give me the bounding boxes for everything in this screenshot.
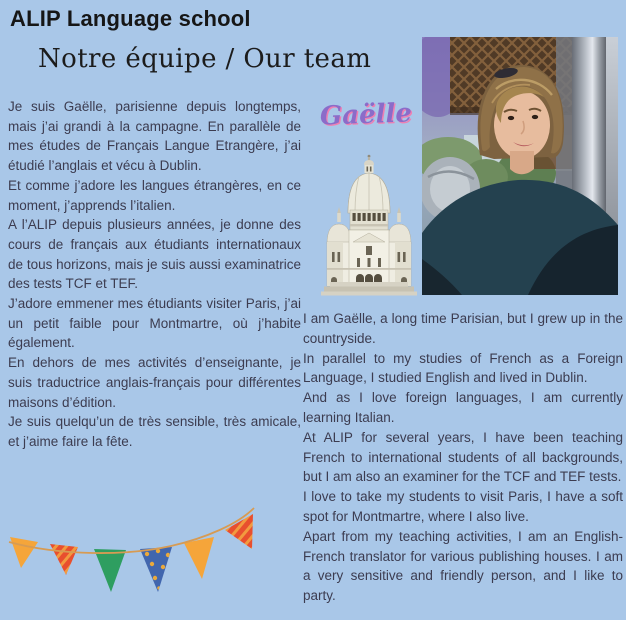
english-bio (303, 309, 623, 606)
french-bio-paragraph: A l’ALIP depuis plusieurs années, je donne des cours de français aux étudiants internationaux de tous horizons, mais je suis aussi examinatrice des tests TCF et TEF. (8, 217, 301, 292)
sacre-coeur-illustration (319, 154, 419, 297)
french-bio-paragraph: Je suis quelqu’un de très sensible, très amicale, et j’aime faire la fête. (8, 414, 301, 449)
party-bunting-illustration (6, 504, 258, 596)
page-title: ALIP Language school (10, 6, 251, 31)
section-title: Notre équipe / Our team (38, 44, 372, 74)
english-bio-paragraph: And as I love foreign languages, I am currently learning Italian. (303, 390, 623, 425)
french-bio-paragraph: Je suis Gaëlle, parisienne depuis longtemps, mais j’ai grandi à la campagne. En parallèle de mes études de Français Langue Etrangère, j’ai étudié l’anglais et vécu à Dublin. (8, 99, 301, 174)
french-bio-paragraph: J’adore emmener mes étudiants visiter Paris, j’ai un petit faible pour Montmartre, où j’habite également. (8, 296, 301, 351)
english-bio-paragraph: At ALIP for several years, I have been teaching French to international students of all backgrounds, but I am also an examiner for the TCF and TEF tests. (303, 429, 623, 485)
english-bio-paragraph: I love to take my students to visit Paris, I have a soft spot for Montmartre, where I also live. (303, 489, 623, 524)
teacher-photo (422, 37, 618, 295)
english-bio-paragraph: Apart from my teaching activities, I am an English-French translator for various publishing houses. I am a very sensitive and friendly person, and I like to party. (303, 528, 623, 604)
french-bio-paragraph: En dehors de mes activités d’enseignante, je suis traductrice anglais-français pour différentes maisons d’édition. (8, 355, 301, 410)
french-bio-paragraph: Et comme j’adore les langues étrangères, en ce moment, j’apprends l’italien. (8, 177, 301, 213)
english-bio-paragraph: In parallel to my studies of French as a Foreign Language, I studied English and lived in Dublin. (303, 350, 623, 386)
french-bio (8, 97, 301, 452)
teacher-name-label: Gaëlle (319, 98, 413, 132)
english-bio-paragraph: I am Gaëlle, a long time Parisian, but I grew up in the countryside. (303, 311, 623, 346)
